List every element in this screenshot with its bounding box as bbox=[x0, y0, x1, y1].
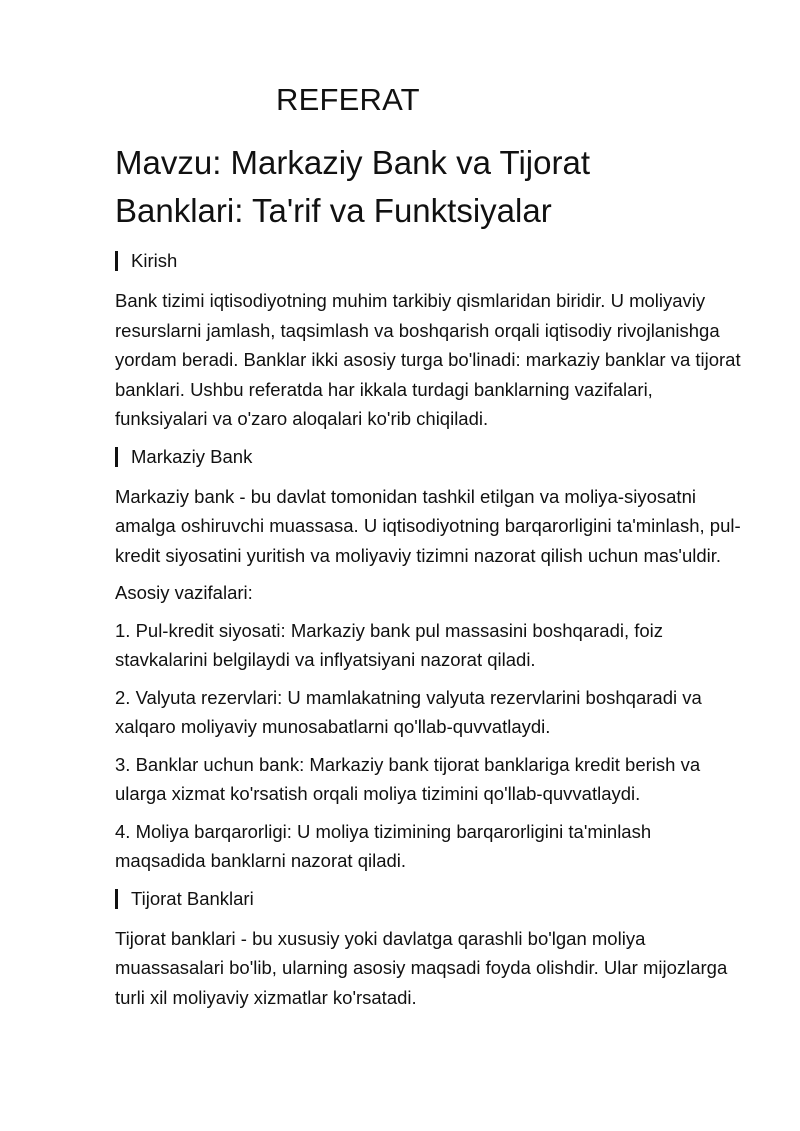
document-title: Mavzu: Markaziy Bank va Tijorat Banklari: Ta'rif va Funktsiyalar bbox=[115, 144, 590, 229]
section-heading: Kirish bbox=[115, 246, 745, 276]
document-body bbox=[115, 246, 745, 1020]
paragraph: Bank tizimi iqtisodiyotning muhim tarkibiy qismlaridan biridir. U moliyaviy resurslarni jamlash, taqsimlash va boshqarish orqali iqtisodiy rivojlanishga yordam beradi. Banklar ikki asosiy turga bo'linadi: markaziy banklar va tijorat banklari. Ushbu referatda har ikkala turdagi banklarning vazifalari, funksiyalari va o'zaro aloqalari ko'rib chiqiladi. bbox=[115, 290, 741, 429]
list-item: 2. Valyuta rezervlari: U mamlakatning valyuta rezervlarini boshqaradi va xalqaro moliyaviy munosabatlarni qo'llab-quvvatlaydi. bbox=[115, 686, 702, 737]
list-item: 3. Banklar uchun bank: Markaziy bank tijorat banklariga kredit berish va ularga xizmat ko'rsatish orqali moliya tizimini qo'llab-quvvatlaydi. bbox=[115, 753, 701, 804]
section-markaziy-bank bbox=[115, 442, 745, 876]
paragraph: Asosiy vazifalari: bbox=[115, 582, 253, 603]
list-item: 1. Pul-kredit siyosati: Markaziy bank pul massasini boshqaradi, foiz stavkalarini belgilaydi va inflyatsiyani nazorat qiladi. bbox=[115, 619, 664, 670]
section-tijorat-banklari bbox=[115, 884, 745, 1013]
paragraph: Markaziy bank - bu davlat tomonidan tashkil etilgan va moliya-siyosatni amalga oshiruvchi muassasa. U iqtisodiyotning barqarorligini ta'minlash, pul-kredit siyosatini yuritish va moliyaviy tizimni nazorat qilish uchun mas'uldir. bbox=[115, 485, 741, 566]
list-item: 4. Moliya barqarorligi: U moliya tizimining barqarorligini ta'minlash maqsadida banklarni nazorat qiladi. bbox=[115, 820, 652, 871]
document-label: REFERAT bbox=[276, 82, 420, 117]
paragraph: Tijorat banklari - bu xususiy yoki davlatga qarashli bo'lgan moliya muassasalari bo'lib, ularning asosiy maqsadi foyda olishdir. Ular mijozlarga turli xil moliyaviy xizmatlar ko'rsatadi. bbox=[115, 927, 728, 1008]
section-heading: Tijorat Banklari bbox=[115, 884, 745, 914]
section-kirish bbox=[115, 246, 745, 434]
section-heading: Markaziy Bank bbox=[115, 442, 745, 472]
